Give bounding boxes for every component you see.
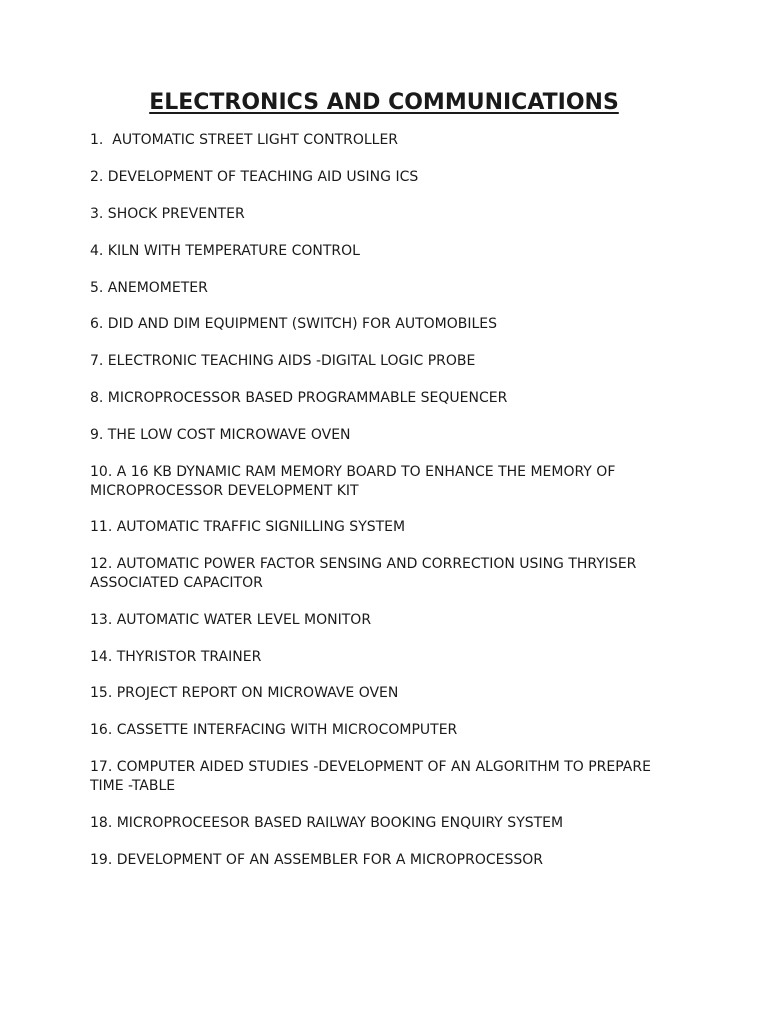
list-item: 18. MICROPROCEESOR BASED RAILWAY BOOKING ENQUIRY SYSTEM xyxy=(90,814,564,831)
list-item: 12. AUTOMATIC POWER FACTOR SENSING AND CORRECTION USING THRYISER ASSOCIATED CAPACITOR xyxy=(90,556,637,591)
list-item: 11. AUTOMATIC TRAFFIC SIGNILLING SYSTEM xyxy=(90,519,406,536)
list-item: 13. AUTOMATIC WATER LEVEL MONITOR xyxy=(90,611,372,628)
list-item: 1. AUTOMATIC STREET LIGHT CONTROLLER xyxy=(90,132,399,148)
list-item: 3. SHOCK PREVENTER xyxy=(90,205,245,222)
project-list xyxy=(90,131,670,887)
list-item: 19. DEVELOPMENT OF AN ASSEMBLER FOR A MICROPROCESSOR xyxy=(90,851,543,868)
page-title: ELECTRONICS AND COMMUNICATIONS xyxy=(149,90,619,115)
list-item: 6. DID AND DIM EQUIPMENT (SWITCH) FOR AUTOMOBILES xyxy=(90,316,498,333)
list-item: 9. THE LOW COST MICROWAVE OVEN xyxy=(90,427,351,444)
list-item: 8. MICROPROCESSOR BASED PROGRAMMABLE SEQUENCER xyxy=(90,390,508,407)
list-item: 4. KILN WITH TEMPERATURE CONTROL xyxy=(90,242,360,259)
list-item: 10. A 16 KB DYNAMIC RAM MEMORY BOARD TO ENHANCE THE MEMORY OF MICROPROCESSOR DEVELOPMENT KIT xyxy=(90,464,616,499)
list-item: 16. CASSETTE INTERFACING WITH MICROCOMPUTER xyxy=(90,722,458,739)
list-item: 7. ELECTRONIC TEACHING AIDS -DIGITAL LOGIC PROBE xyxy=(90,353,476,370)
list-item: 17. COMPUTER AIDED STUDIES -DEVELOPMENT OF AN ALGORITHM TO PREPARE TIME -TABLE xyxy=(90,759,651,794)
list-item: 15. PROJECT REPORT ON MICROWAVE OVEN xyxy=(90,685,399,702)
list-item: 5. ANEMOMETER xyxy=(90,279,208,296)
list-item: 14. THYRISTOR TRAINER xyxy=(90,648,262,665)
list-item: 2. DEVELOPMENT OF TEACHING AID USING ICS xyxy=(90,168,419,185)
